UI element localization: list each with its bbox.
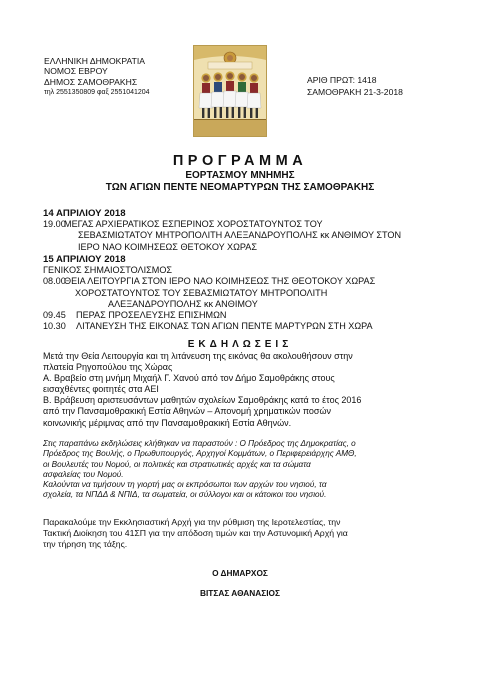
program-line: ΧΟΡΟΣΤΑΤΟΥΝΤΟΣ ΤΟΥ ΣΕΒΑΣΜΙΩΤΑΤΟΥ ΜΗΤΡΟΠΟΛΙΤΗ	[75, 287, 328, 298]
protocol-block	[307, 75, 403, 98]
events-line: Α. Βραβείο στη μνήμη Μιχαήλ Γ. Χανού από τον Δήμο Σαμοθράκης στους	[43, 373, 335, 384]
note-line: ασφαλείας του Νομού.	[43, 469, 124, 479]
program-day-1	[43, 208, 463, 253]
program-date: 15 ΑΠΡΙΛΙΟΥ 2018	[43, 254, 126, 265]
signature-name: ΒΙΤΣΑΣ ΑΘΑΝΑΣΙΟΣ	[199, 588, 280, 598]
program-time: 10.30	[43, 321, 66, 332]
protocol-number: ΑΡΙΘ ΠΡΩΤ: 1418	[307, 75, 377, 85]
program-line: ΣΕΒΑΣΜΙΩΤΑΤΟΥ ΜΗΤΡΟΠΟΛΙΤΗ ΑΛΕΞΑΝΔΡΟΥΠΟΛΗΣ κκ ΑΝΘΙΜΟΥ ΣΤΟΝ	[78, 230, 402, 241]
invitees-note	[43, 439, 463, 501]
note-line: οι Βουλευτές του Νομού, οι πολιτικές και στρατιωτικές αρχές και τα σώματα	[43, 459, 311, 469]
program-text	[64, 219, 463, 253]
program-date: 14 ΑΠΡΙΛΙΟΥ 2018	[43, 208, 126, 219]
events-line: Μετά την Θεία Λειτουργία και τη λιτάνευση της εικόνας θα ακολουθήσουν στην	[43, 351, 353, 361]
program-heading: ΓΕΝΙΚΟΣ ΣΗΜΑΙΟΣΤΟΛΙΣΜΟΣ	[43, 265, 173, 276]
closing-line: Παρακαλούμε την Εκκλησιαστική Αρχή για την ρύθμιση της Ιεροτελεστίας, την	[43, 517, 341, 527]
events-line: πλατεία Ρηγοπούλου της Χώρας	[43, 362, 173, 373]
document-title: ΠΡΟΓΡΑΜΜΑ	[172, 153, 308, 169]
events-title: ΕΚΔΗΛΩΣΕΙΣ	[187, 339, 293, 350]
issuer-line: ΝΟΜΟΣ ΕΒΡΟΥ	[44, 66, 108, 77]
closing-paragraph	[43, 517, 463, 550]
note-line: Πρόεδρος της Βουλής, ο Πρωθυπουργός, Αρχηγοί Κομμάτων, ο Περιφερειάρχης ΑΜΘ,	[43, 449, 357, 459]
signature-role: Ο ΔΗΜΑΡΧΟΣ	[212, 568, 268, 578]
closing-line: Τακτική Διοίκηση του 41ΣΠ για την απόδοση τιμών και την Αστυνομική Αρχή για	[43, 528, 348, 538]
closing-line: την τήρηση της τάξης.	[43, 539, 128, 549]
note-line: Καλούνται να τιμήσουν τη γιορτή μας οι εκπρόσωποι των αρχών του νησιού, τα	[43, 480, 327, 490]
program-line: ΑΛΕΞΑΝΔΡΟΥΠΟΛΗΣ κκ ΑΝΘΙΜΟΥ	[108, 298, 258, 309]
document-subtitle: ΤΩΝ ΑΓΙΩΝ ΠΕΝΤΕ ΝΕΟΜΑΡΤΥΡΩΝ ΤΗΣ ΣΑΜΟΘΡΑΚΗΣ	[105, 182, 375, 193]
program-text: ΠΕΡΑΣ ΠΡΟΣΕΛΕΥΣΗΣ ΕΠΙΣΗΜΩΝ	[76, 310, 227, 321]
phone-fax: τηλ 2551350809 φαξ 2551041204	[44, 89, 150, 97]
program-time: 09.45	[43, 310, 66, 321]
program-text: ΛΙΤΑΝΕΥΣΗ ΤΗΣ ΕΙΚΟΝΑΣ ΤΩΝ ΑΓΙΩΝ ΠΕΝΤΕ ΜΑΡΤΥΡΩΝ ΣΤΗ ΧΩΡΑ	[76, 321, 373, 332]
note-line: Στις παραπάνω εκδηλώσεις κλήθηκαν να παραστούν : Ο Πρόεδρος της Δημοκρατίας, ο	[43, 439, 356, 448]
events-line: κοινωνικής μέριμνας από την Πανσαμοθρακική Εστία Αθηνών.	[43, 417, 292, 428]
note-line: σχολεία, τα ΝΠΔΔ & ΝΠΙΔ, τα σωματεία, οι σύλλογοι και οι κάτοικοι του νησιού.	[43, 490, 327, 500]
program-item	[43, 310, 463, 321]
events-section	[43, 351, 463, 429]
document-subtitle: ΕΟΡΤΑΣΜΟΥ ΜΝΗΜΗΣ	[185, 170, 295, 181]
program-time: 08.00	[43, 276, 66, 287]
events-line: Β. Βράβευση αριστευσάντων μαθητών σχολείων Σαμοθράκης κατά το έτος 2016	[43, 395, 362, 406]
events-line: εισαχθέντες φοιτητές στα ΑΕΙ	[43, 384, 159, 395]
place-date: ΣΑΜΟΘΡΑΚΗ 21-3-2018	[307, 86, 403, 97]
program-line: ΙΕΡΟ ΝΑΟ ΚΟΙΜΗΣΕΩΣ ΘΕΤΟΚΟΥ ΧΩΡΑΣ	[78, 241, 257, 252]
icon-of-five-martyrs-image	[193, 45, 267, 137]
program-item	[43, 276, 463, 310]
issuer-block	[44, 56, 150, 99]
program-item	[43, 321, 463, 332]
program-time: 19.00	[43, 219, 66, 230]
issuer-line: ΔΗΜΟΣ ΣΑΜΟΘΡΑΚΗΣ	[44, 76, 138, 87]
program-line: ΜΕΓΑΣ ΑΡΧΙΕΡΑΤΙΚΟΣ ΕΣΠΕΡΙΝΟΣ ΧΟΡΟΣΤΑΤΟΥΝΤΟΣ ΤΟΥ	[64, 219, 323, 230]
program-line: ΘΕΙΑ ΛΕΙΤΟΥΡΓΙΑ ΣΤΟΝ ΙΕΡΟ ΝΑΟ ΚΟΙΜΗΣΕΩΣ ΤΗΣ ΘΕΟΤΟΚΟΥ ΧΩΡΑΣ	[64, 276, 376, 287]
program-text	[64, 276, 463, 310]
issuer-line: ΕΛΛΗΝΙΚΗ ΔΗΜΟΚΡΑΤΙΑ	[44, 56, 145, 66]
program-item	[43, 219, 463, 253]
program-day-2	[43, 254, 463, 332]
events-line: από την Πανσαμοθρακική Εστία Αθηνών – Απονομή χρηματικών ποσών	[43, 406, 331, 417]
